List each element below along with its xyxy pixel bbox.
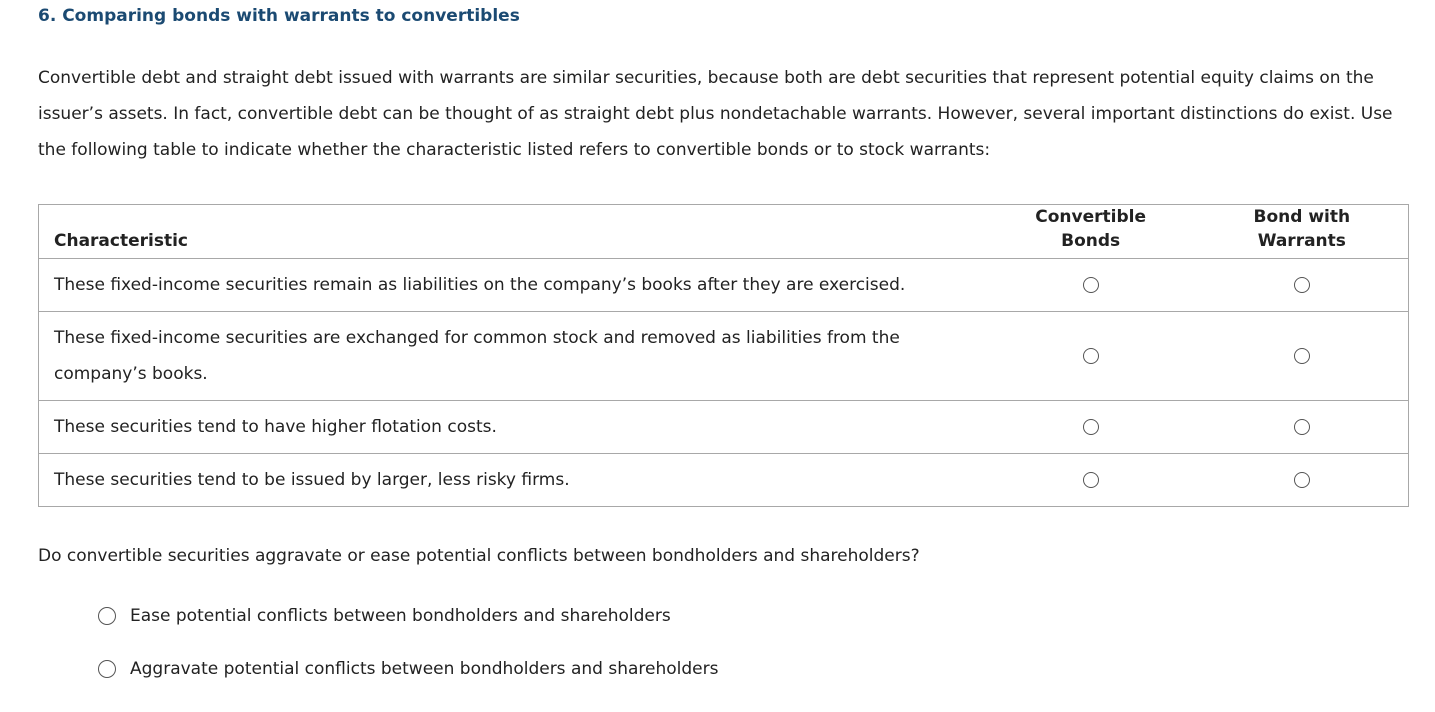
- row2-convertible-bonds-cell: [986, 312, 1196, 401]
- ease-conflicts-option[interactable]: [98, 606, 671, 626]
- table-row: [39, 259, 1409, 312]
- aggravate-conflicts-option[interactable]: [98, 659, 718, 679]
- convertible-bonds-header-line2: Bonds: [1061, 231, 1121, 251]
- characteristic-text: These fixed-income securities remain as liabilities on the company’s books after they are exercised.: [39, 259, 986, 312]
- ease-conflicts-label: Ease potential conflicts between bondholders and shareholders: [130, 606, 671, 626]
- row4-bond-with-warrants-radio[interactable]: [1294, 472, 1310, 488]
- convertible-bonds-header: [986, 205, 1196, 259]
- row1-convertible-bonds-radio[interactable]: [1083, 277, 1099, 293]
- convertible-bonds-header-line1: Convertible: [1035, 207, 1147, 227]
- table-row: [39, 401, 1409, 454]
- bond-with-warrants-header-line2: Warrants: [1257, 231, 1346, 251]
- conflict-question: Do convertible securities aggravate or ease potential conflicts between bondholders and shareholders?: [38, 546, 920, 566]
- row1-bond-with-warrants-cell: [1196, 259, 1409, 312]
- row3-convertible-bonds-radio[interactable]: [1083, 419, 1099, 435]
- aggravate-conflicts-label: Aggravate potential conflicts between bondholders and shareholders: [130, 659, 719, 679]
- table-header-row: [39, 205, 1409, 259]
- row4-convertible-bonds-cell: [986, 454, 1196, 507]
- row4-bond-with-warrants-cell: [1196, 454, 1409, 507]
- row3-convertible-bonds-cell: [986, 401, 1196, 454]
- table-row: [39, 454, 1409, 507]
- row2-bond-with-warrants-cell: [1196, 312, 1409, 401]
- row1-bond-with-warrants-radio[interactable]: [1294, 277, 1310, 293]
- bond-with-warrants-header-line1: Bond with: [1253, 207, 1351, 227]
- row2-convertible-bonds-radio[interactable]: [1083, 348, 1099, 364]
- section-title: 6. Comparing bonds with warrants to convertibles: [38, 6, 520, 26]
- table-row: [39, 312, 1409, 401]
- characteristic-text: These securities tend to have higher flotation costs.: [39, 401, 986, 454]
- row2-bond-with-warrants-radio[interactable]: [1294, 348, 1310, 364]
- row1-convertible-bonds-cell: [986, 259, 1196, 312]
- bond-with-warrants-header: [1196, 205, 1409, 259]
- characteristic-header: Characteristic: [54, 231, 188, 251]
- characteristic-text: These fixed-income securities are exchanged for common stock and removed as liabilities from the company’s books.: [39, 312, 986, 401]
- aggravate-conflicts-radio[interactable]: [98, 660, 116, 678]
- row3-bond-with-warrants-radio[interactable]: [1294, 419, 1310, 435]
- row3-bond-with-warrants-cell: [1196, 401, 1409, 454]
- characteristics-table: [38, 204, 1409, 507]
- intro-paragraph: Convertible debt and straight debt issued with warrants are similar securities, because both are debt securities that represent potential equity claims on the issuer’s assets. In fact, convertible debt can be thought of as straight debt plus nondetachable warrants. However, several important distinctions do exist. Use the following table to indicate whether the characteristic listed refers to convertible bonds or to stock warrants:: [38, 68, 1393, 160]
- ease-conflicts-radio[interactable]: [98, 607, 116, 625]
- row4-convertible-bonds-radio[interactable]: [1083, 472, 1099, 488]
- characteristic-text: These securities tend to be issued by larger, less risky firms.: [39, 454, 986, 507]
